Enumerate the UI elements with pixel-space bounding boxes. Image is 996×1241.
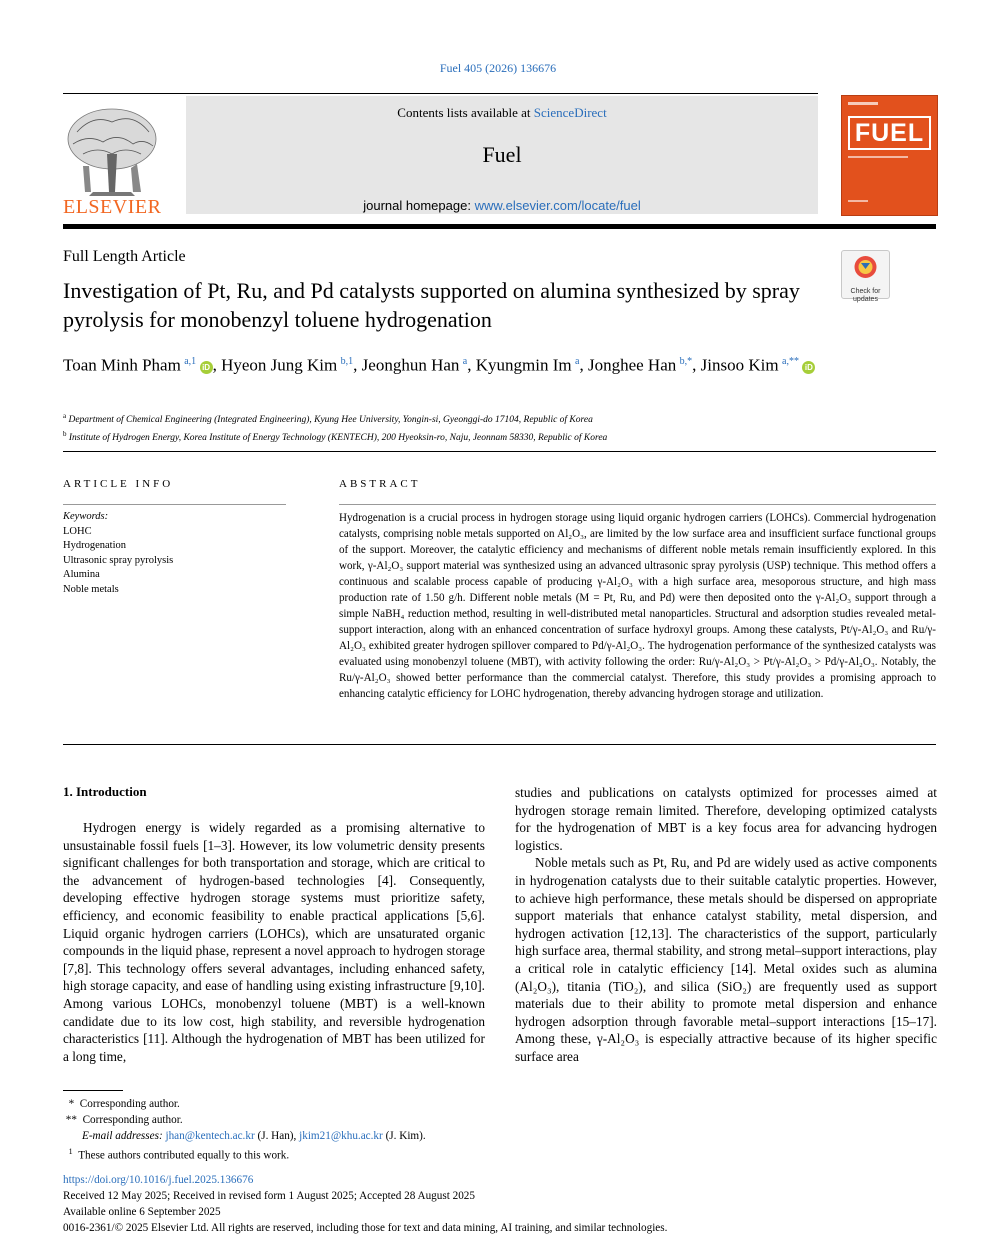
author-name[interactable]: Toan Minh Pham (63, 355, 181, 375)
section-rule (63, 744, 936, 745)
footnote-text: Corresponding author. (82, 1114, 183, 1126)
author-name[interactable]: Kyungmin Im (475, 355, 572, 375)
body-paragraph: studies and publications on catalysts optimized for processes aimed at hydrogen storage remain limited. Therefore, developing optimized catalysts for the hydrogenation of MBT is a key focus area for advancing hydrogen logistics. (515, 785, 937, 853)
author-separator: , (353, 355, 362, 375)
footnote-emails (63, 1128, 426, 1144)
author-affiliation-marker[interactable]: b,* (679, 356, 693, 367)
keyword-item: Hydrogenation (63, 540, 126, 551)
abstract-rule (339, 504, 936, 505)
abstract-text: Hydrogenation is a crucial process in hydrogen storage using liquid organic hydrogen carriers (LOHCs). Commercial hydrogenation catalysts, comprising noble metals supported on Al₂O₃, are limited by the low surface area and insufficient surface functional groups of the support. Moreover, the catalytic efficiency and mechanisms of different noble metals remain insufficiently explored. In this work, γ-Al₂O₃ support material was synthesized using an advanced ultrasonic spray pyrolysis (USP) technique. This method offers a continuous and scalable process capable of producing γ-Al₂O₃ with a high surface area, mesoporous structure, and high mass production rate of 1.50 g/h. Different noble metals (M = Pt, Ru, and Pd) were then deposited onto the γ-Al₂O₃ support through a simple NaBH₄ reduction method, resulting in well-distributed metal nanoparticles. Structural and adsorption studies revealed metal-support interaction, along with an enhanced concentration of surface hydroxyl groups. Among these catalysts, Pt/γ-Al₂O₃ and Ru/γ-Al₂O₃ exhibited greater hydrogen spillover compared to Pd/γ-Al₂O₃. The hydrogenation performance of the synthesized catalysts was evaluated using monobenzyl toluene (MBT), with activity following the order: Ru/γ-Al₂O₃ > Pt/γ-Al₂O₃ > Pd/γ-Al₂O₃. Notably, the Ru/γ-Al₂O₃ showed better performance than the commercial catalyst. Therefore, this study provides a promising approach to enhancing catalytic efficiency for LOHC hydrogenation, thereby advancing hydrogen storage and utilization. (339, 512, 936, 700)
affiliation-a (63, 409, 933, 427)
author-separator: , (692, 355, 701, 375)
received-dates: Received 12 May 2025; Received in revised form 1 August 2025; Accepted 28 August 2025 (63, 1190, 475, 1202)
affiliation-b (63, 427, 933, 445)
check-for-updates-button[interactable] (841, 250, 890, 303)
cover-line (848, 156, 908, 158)
keyword-item: LOHC (63, 525, 92, 537)
affiliation-marker: a (63, 412, 67, 420)
header-rule (63, 93, 818, 94)
author-affiliation-marker[interactable]: a (462, 356, 468, 367)
article-type: Full Length Article (63, 248, 186, 265)
orcid-icon[interactable]: iD (200, 361, 213, 374)
author-list (63, 350, 923, 377)
affiliation-text: Institute of Hydrogen Energy, Korea Institute of Energy Technology (KENTECH), 200 Hyeoksin-ro, Naju, Jeonnam 58330, Republic of Korea (68, 433, 608, 444)
body-paragraph: Noble metals such as Pt, Ru, and Pd are widely used as active components in hydrogenation catalysts due to their suitable catalytic properties. However, to achieve high performance, these metals should be dispersed on appropriate support materials that enhance catalyst stability, metal dispersion, and hydrogen activation [12,13]. The characteristics of the support, particularly high surface area, thermal stability, and strong metal–support interactions, play a critical role in catalytic efficiency [14]. Metal oxides such as alumina (Al₂O₃), titania (TiO₂), and silica (SiO₂) are frequently used as support materials due to their ability to promote metal dispersion and enhance hydrogen adsorption through favorable metal–support interactions [15–17]. Among these, γ-Al₂O₃ is especially attractive because of its higher specific surface area (515, 855, 937, 1064)
body-column-left (63, 819, 485, 1065)
footnote-rule (63, 1090, 123, 1091)
article-info-heading: ARTICLE INFO (63, 478, 174, 490)
contents-line (186, 105, 818, 121)
keywords-label: Keywords: (63, 511, 109, 522)
publisher-wordmark: ELSEVIER (63, 196, 162, 218)
affiliation-text: Department of Chemical Engineering (Integrated Engineering), Kyung Hee University, Yongin-si, Gyeonggi-do 17104, Republic of Korea (68, 415, 593, 426)
footnote-text: Corresponding author. (79, 1098, 180, 1110)
email-name-kim: (J. Kim). (385, 1130, 426, 1142)
header-thick-rule (63, 224, 936, 229)
email-name-han: (J. Han), (257, 1130, 297, 1142)
email-link-kim[interactable]: jkim21@khu.ac.kr (299, 1130, 383, 1142)
abstract-heading: ABSTRACT (339, 478, 421, 490)
affiliation-marker: b (63, 430, 67, 439)
author-separator: , (212, 355, 222, 375)
article-info-rule (63, 504, 286, 505)
author-separator: , (467, 355, 476, 375)
journal-cover[interactable] (841, 95, 938, 216)
body-column-right (515, 784, 937, 1066)
keyword-item: Ultrasonic spray pyrolysis (63, 554, 174, 566)
author-name[interactable]: Jinsoo Kim (700, 355, 779, 375)
homepage-prefix: journal homepage: (363, 198, 475, 213)
contents-prefix: Contents lists available at (397, 105, 534, 120)
author-affiliation-marker[interactable]: a,** (782, 356, 799, 367)
footnote-text: These authors contributed equally to this work. (78, 1149, 290, 1162)
author-name[interactable]: Jonghee Han (587, 355, 677, 375)
article-title: Investigation of Pt, Ru, and Pd catalysts supported on alumina synthesized by spray pyrolysis for monobenzyl toluene hydrogenation (63, 278, 800, 332)
footnote-corresponding-1: * Corresponding author. (63, 1098, 180, 1110)
section-rule (63, 451, 936, 452)
author-affiliation-marker[interactable]: b,1 (340, 356, 354, 367)
keyword-item: Alumina (63, 569, 100, 580)
affiliations (63, 409, 933, 445)
section-heading-introduction: 1. Introduction (63, 784, 147, 799)
footnote-equal-contribution: $^1$ These authors contributed equally to this work. (68, 1147, 290, 1162)
keyword-item: Noble metals (63, 583, 119, 595)
author-affiliation-marker[interactable]: a,1 (184, 356, 197, 367)
orcid-icon[interactable]: iD (802, 361, 815, 374)
cover-strip (848, 102, 878, 105)
email-link-han[interactable]: jhan@kentech.ac.kr (165, 1130, 255, 1142)
body-paragraph: Hydrogen energy is widely regarded as a promising alternative to unsustainable fossil fuels [1–3]. However, its low volumetric density presents significant challenges for both transportation and storage, which are critical to the advancement of hydrogen-based technologies [4]. Consequently, developing effective hydrogen storage systems must prioritize safety, efficiency, and economic feasibility to enable practical applications [5,6]. Liquid organic hydrogen carriers (LOHCs), which are unsaturated organic compounds in the liquid phase, represent a novel approach to hydrogen storage [7,8]. This technology offers several advantages, including enhanced safety, high storage capacity, and ease of handling using existing infrastructure [9,10]. Among various LOHCs, monobenzyl toluene (MBT) is a well-known candidate due to its low cost, high stability, and reversible hydrogenation characteristics [11]. Although the hydrogenation of MBT has been utilized for a long time, (63, 820, 485, 1064)
sciencedirect-link[interactable]: ScienceDirect (533, 105, 607, 120)
journal-citation-link[interactable]: Fuel 405 (2026) 136676 (439, 61, 557, 75)
journal-name: Fuel (482, 142, 522, 167)
author-name[interactable]: Hyeon Jung Kim (221, 355, 338, 375)
online-date: Available online 6 September 2025 (63, 1206, 221, 1218)
author-separator: , (579, 355, 588, 375)
check-updates-label: Check for updates (850, 288, 881, 303)
footnote-corresponding-2: ** Corresponding author. (63, 1114, 183, 1126)
author-affiliation-marker[interactable]: a (575, 356, 580, 367)
journal-homepage-link[interactable]: www.elsevier.com/locate/fuel (474, 198, 641, 213)
check-updates-icon (842, 251, 889, 283)
copyright-line: 0016-2361/© 2025 Elsevier Ltd. All rights are reserved, including those for text and data mining, AI training, and similar technologies. (63, 1222, 668, 1234)
cover-line (848, 200, 868, 202)
publication-info (63, 1172, 667, 1236)
keywords-block (63, 510, 173, 597)
footnotes (63, 1096, 426, 1164)
email-label: E-mail addresses: (82, 1130, 163, 1142)
doi-link[interactable]: https://doi.org/10.1016/j.fuel.2025.136676 (63, 1174, 254, 1186)
author-name[interactable]: Jeonghun Han (361, 355, 460, 375)
homepage-line (186, 198, 818, 213)
cover-title: FUEL (848, 116, 931, 150)
